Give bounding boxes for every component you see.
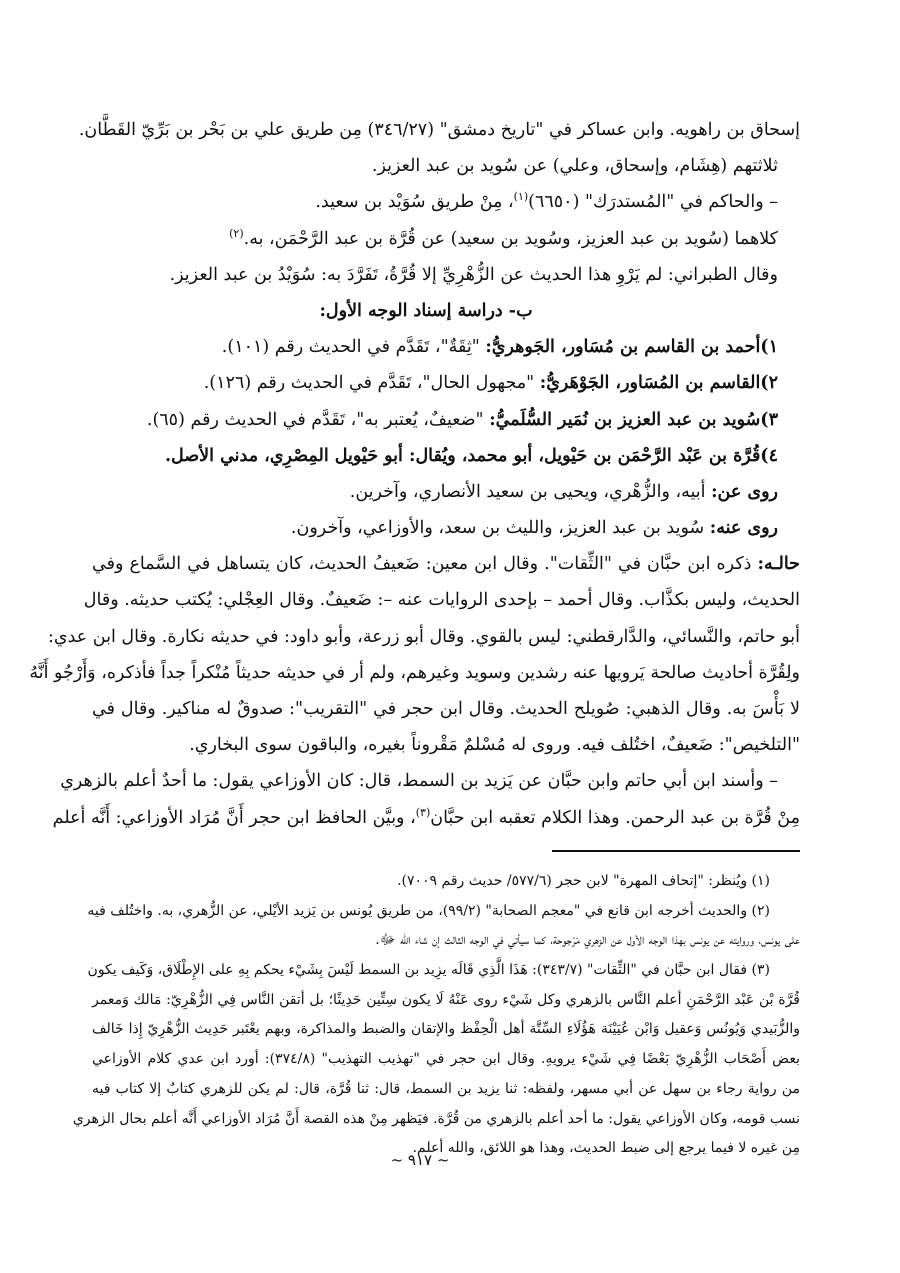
main-text [29,112,800,836]
narrator-2-status: "مجهول الحال"، تَقَدَّم في الحديث رقم (١٢٦). [203,373,540,394]
awzai-paragraph-line-1: – وأسند ابن أبي حاتم وابن حبَّان عن يَزيد بن السمط، قال: كان الأوزاعي يقول: ما أحدٌ أعلم بالزهري [60,771,778,792]
narrator-3-status: "ضعيفٌ، يُعتبر به"، تَقَدَّم في الحديث رقم (٦٥). [146,409,490,430]
footnote-2-line-2: على يونس، وروايته عن يونس بهذا الوجه الأول عن الزهري مَرْجوحة، كما سيأتي في الوجه الثالث إن شاء الله ﷻ. [375,932,800,949]
footnotes [72,867,800,1164]
narrator-3 [92,402,800,438]
status-paragraph-line-1 [92,546,800,582]
footnote-3-line-1: (٣) فقال ابن حبَّان في "الثِّقات" (٣٤٣/٧): هَذَا الَّذِي قَالَه يزِيد بن السمط لَيْسَ بِشَيْء يحكم بِهِ على الإِطْلَاق، وَكَيف يكون [87,962,770,979]
awzai-line-2-rest: ، وبيَّن الحافظ ابن حجر أَنَّ مُرَاد الأوزاعي: أَنَّه أعلم [52,807,416,828]
body-line-5: وقال الطبراني: لم يَرْوِ هذا الحديث عن الزُّهْرِيِّ إلا قُرَّةُ، تَفَرَّدَ به: سُوَيْدُ بن عبد العزيز. [169,264,778,285]
footnote-1: (١) ويُنظر: "إتحاف المهرة" لابن حجر (٥٧٧/٦/ حديث رقم ٧٠٠٩). [397,873,770,889]
awzai-line-2-text: مِنْ قُرَّة بن عبد الرحمن. وهذا الكلام تعقبه ابن حبَّان [430,807,800,828]
page-number: ~ ٩١٧ ~ [390,1151,450,1169]
footnote-3-line-3: والزُّبَيدي وَيُونُس وَعقيل وَابْن عُيَيْنَة هَؤُلَاءِ السِّتَّة أهل الْحِفْظ والإتقان والضبط والمذاكرة، وبهم يعْتَبر حَدِيث الزُّهْرِيّ إِذا خَالف [92,1021,800,1038]
status-text: ذكره ابن حبَّان في "الثِّقات". وقال ابن معين: ضَعيفُ الحديث، كان يتساهل في السَّماع وفي [92,554,758,575]
footnote-ref-2[interactable]: (٢) [229,226,244,240]
narrated-from [92,474,800,510]
narrator-1-status: "ثِقَةٌ"، تَقَدَّم في الحديث رقم (١٠١). [221,337,486,358]
status-label: حالـه: [757,554,800,575]
section-heading: ب- دراسة إسناد الوجه الأول: [319,300,533,321]
footnote-ref-3[interactable]: (٣) [415,805,431,819]
body-line-2: ثلاثتهم (هِشَام، وإسحاق، وعلي) عن سُويد بن عبد العزيز. [371,156,778,177]
narrator-1 [92,329,800,365]
body-line-4 [92,221,800,257]
status-paragraph-line-4: ولِقُرَّة أحاديث صالحة يَرويها عنه رشدين وسويد وغيرهم، ولم أر في حديثه حديثاً مُنْكراً جداً فأذكره، وَأَرْجُو أَنَّهُ [29,662,800,683]
footnote-3-line-6: نسب قومه، وكان الأوزاعي يقول: ما أحد أعلم بالزهري من قُرَّة. فيَظهر مِنْ هذه القصة أَنَّ مُرَاد الأوزاعي أَنَّه أعلم بحال الزهري [72,1110,800,1127]
footnote-2-line-1: (٢) والحديث أخرجه ابن قانع في "معجم الصحابة" (٩٩/٢)، من طريق يُونس بن يَزيد الأيْلي، عن الزُّهري، به. واختُلف فيه [87,902,770,919]
status-paragraph-line-2: الحديث، وليس بكذَّاب. وقال أحمد – بإحدى الروايات عنه –: ضَعيفٌ. وقال العِجْلي: يُكتب حديثه. وقال [83,590,800,611]
body-line-3 [92,184,800,220]
footnote-3-line-4: بعض أَصْحَاب الزُّهْرِيّ بَعْضًا فِي شَيْء يرويهِ. وقال ابن حجر في "تهذيب التهذيب" (٣٧٤/٨): أورد ابن عدي كلام الأوزاعي [92,1051,800,1068]
narrated-by-text: سُويد بن عبد العزيز، والليث بن سعد، والأوزاعي، وآخرون. [290,518,710,539]
footnote-3-line-5: من رواية رجاء بن سهل عن أبي مسهر، ولفظه: ثنا يزيد بن السمط، قال: ثنا قُرَّة، قال: لم يكن للزهري كتابٌ إلا كتاب فيه [92,1080,800,1097]
narrated-from-label: روى عن: [711,481,778,502]
narrated-by-label: روى عنه: [709,518,778,539]
status-paragraph-line-5: لا بَأْسَ به. وقال الذهبي: صُويلح الحديث. وقال ابن حجر في "التقريب": صدوقٌ له مناكير. وقال في [92,699,800,719]
body-line-1: إسحاق بن راهويه. وابن عساكر في "تاريخ دمشق" (٣٤٦/٢٧) مِن طريق علي بن بَحْر بن بَرِّيّ القَطَّان. [78,120,800,140]
narrator-3-name: ٣)سُويد بن عبد العزيز بن نُمَير السُّلَميُّ: [489,409,778,430]
body-line-3-text: – والحاكم في "المُستدرَك" (٦٦٥٠) [528,192,778,213]
narrated-by [92,510,800,546]
awzai-paragraph-line-2 [52,800,800,836]
footnote-ref-1[interactable]: (١) [513,190,529,204]
footnote-3-line-7: مِن غيره لا فيما يرجع إلى ضبط الحديث، وهذا هو اللائق، والله أعلم. [412,1140,800,1157]
narrated-from-text: أبيه، والزُّهْري، ويحيى بن سعيد الأنصاري، وآخرين. [349,481,712,502]
body-line-4-text: كلاهما (سُويد بن عبد العزيز، وسُويد بن سعيد) عن قُرَّة بن عبد الرَّحْمَن، به. [243,228,778,249]
status-paragraph-line-6: "التلخيص": ضَعيفٌ، اختُلف فيه. وروى له مُسْلمٌ مَقْروناً بغيره، والباقون سوى البخاري. [189,735,800,756]
status-paragraph-line-3: أبو حاتم، والنَّسائي، والدَّارقطني: ليس بالقوي. وقال أبو زرعة، وأبو داود: في حديثه نكارة. وقال ابن عدي: [47,626,800,647]
narrator-2-name: ٢)القاسم بن المُسَاور، الجَوْهَريُّ: [539,373,778,394]
narrator-2 [92,365,800,401]
body-line-3-rest: ، مِنْ طريق سُوَيْد بن سعيد. [315,192,514,213]
footnote-3-line-2: قُرَّة بْن عَبْد الرَّحْمَنِ أعلم النَّاس بالزهري وكل شَيْء روى عَنْهُ لَا يكون سِتِّين حَدِيثًا؛ بل أتقن النَّاس فِي الزُّهْرِيّ: مَالك وَمعمر [92,991,800,1008]
footnote-separator [552,850,800,852]
narrator-1-name: ١)أحمد بن القاسم بن مُسَاور، الجَوهريُّ: [485,337,778,358]
narrator-4: ٤)قُرَّة بن عَبْد الرَّحْمَن بن حَيْويل، أبو محمد، ويُقال: أبو حَيْويل المِصْرِي، مدني الأصل. [164,445,778,466]
